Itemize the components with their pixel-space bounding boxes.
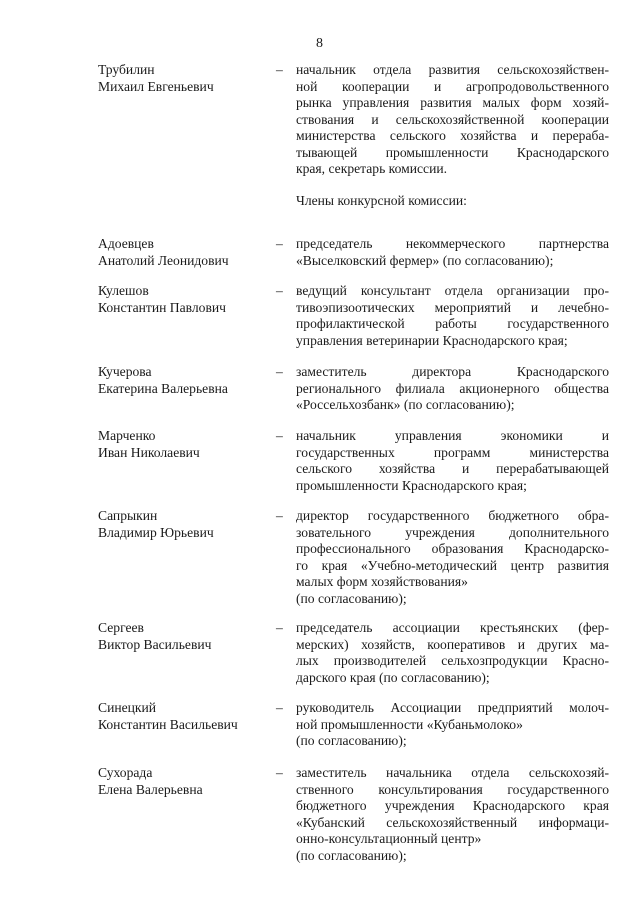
person-surname: Кулешов <box>98 283 149 298</box>
role-line: начальник отдела развития сельскохозяйствен- <box>296 62 609 77</box>
role-line: (по согласованию); <box>296 733 407 748</box>
person-role <box>296 620 609 686</box>
person-surname: Сухорада <box>98 765 153 780</box>
person-role <box>296 62 609 178</box>
person-name <box>98 508 273 541</box>
person-surname: Трубилин <box>98 62 155 77</box>
dash-separator: – <box>276 364 283 379</box>
role-line: онно-консультационный центр» <box>296 831 482 846</box>
dash-separator: – <box>276 236 283 251</box>
role-line: рынка управления развития малых форм хозяй- <box>296 95 609 110</box>
role-line: председатель ассоциации крестьянских (фер- <box>296 620 609 635</box>
role-line: «Кубанский сельскохозяйственный информаци- <box>296 814 609 830</box>
dash-separator: – <box>276 620 283 635</box>
person-role <box>296 508 609 607</box>
dash-separator: – <box>276 428 283 443</box>
person-given-names: Елена Валерьевна <box>98 781 203 797</box>
role-line: государственных программ министерства <box>296 444 609 460</box>
role-line: промышленности Краснодарского края; <box>296 477 527 493</box>
role-line: тывающей промышленности Краснодарского <box>296 144 609 160</box>
person-surname: Кучерова <box>98 364 152 379</box>
person-name <box>98 62 273 95</box>
dash-separator: – <box>276 62 283 77</box>
person-given-names: Иван Николаевич <box>98 444 200 460</box>
role-line: дарского края (по согласованию); <box>296 669 490 685</box>
person-name <box>98 620 273 653</box>
person-role <box>296 700 609 750</box>
role-line: лых производителей сельхозпродукции Красно- <box>296 653 609 668</box>
person-name <box>98 765 273 798</box>
person-given-names: Екатерина Валерьевна <box>98 380 228 396</box>
person-role <box>296 236 609 269</box>
person-name <box>98 700 273 733</box>
role-line: ствования и сельскохозяйственной кооперации <box>296 111 609 127</box>
person-name <box>98 236 273 269</box>
person-name <box>98 283 273 316</box>
role-line: мерских) хозяйств, кооперативов и других ма- <box>296 636 609 652</box>
person-role <box>296 765 609 864</box>
role-line: профилактической работы государственного <box>296 316 609 331</box>
role-line: ственного консультирования государственного <box>296 781 609 797</box>
person-role <box>296 428 609 494</box>
page-number: 8 <box>316 36 323 51</box>
role-line: малых форм хозяйствования» <box>296 574 468 589</box>
role-line: руководитель Ассоциации предприятий молоч- <box>296 700 609 715</box>
person-given-names: Константин Васильевич <box>98 716 238 732</box>
members-heading: Члены конкурсной комиссии: <box>296 193 467 208</box>
role-line: министерства сельского хозяйства и перераба- <box>296 128 609 143</box>
dash-separator: – <box>276 765 283 780</box>
role-line: директор государственного бюджетного обра- <box>296 508 609 523</box>
person-given-names: Виктор Васильевич <box>98 636 212 652</box>
role-line: ведущий консультант отдела организации про- <box>296 283 609 298</box>
person-surname: Сергеев <box>98 620 144 635</box>
role-line: (по согласованию); <box>296 847 407 863</box>
role-line: регионального филиала акционерного общества <box>296 380 609 396</box>
role-line: «Россельхозбанк» (по согласованию); <box>296 397 515 412</box>
person-surname: Сапрыкин <box>98 508 158 523</box>
person-role <box>296 364 609 414</box>
person-given-names: Константин Павлович <box>98 299 226 315</box>
role-line: тивоэпизоотических мероприятий и лечебно- <box>296 299 609 315</box>
role-line: края, секретарь комиссии. <box>296 161 448 176</box>
role-line: заместитель начальника отдела сельскохозяй- <box>296 765 609 780</box>
person-surname: Синецкий <box>98 700 157 715</box>
role-line: бюджетного учреждения Краснодарского края <box>296 798 609 813</box>
role-line: сельского хозяйства и перерабатывающей <box>296 461 609 476</box>
dash-separator: – <box>276 700 283 715</box>
role-line: председатель некоммерческого партнерства <box>296 236 609 251</box>
role-line: го края «Учебно-методический центр развития <box>296 557 609 573</box>
person-given-names: Владимир Юрьевич <box>98 524 214 540</box>
person-name <box>98 364 273 397</box>
role-line: заместитель директора Краснодарского <box>296 364 609 379</box>
role-line: начальник управления экономики и <box>296 428 609 443</box>
person-name <box>98 428 273 461</box>
dash-separator: – <box>276 283 283 298</box>
person-surname: Адоевцев <box>98 236 154 251</box>
role-line: профессионального образования Краснодарско- <box>296 541 609 556</box>
role-line: «Выселковский фермер» (по согласованию); <box>296 252 554 268</box>
role-line: ной промышленности «Кубаньмолоко» <box>296 716 523 732</box>
role-line: управления ветеринарии Краснодарского края; <box>296 332 568 348</box>
person-surname: Марченко <box>98 428 156 443</box>
person-role <box>296 283 609 349</box>
role-line: (по согласованию); <box>296 590 407 606</box>
role-line: зовательного учреждения дополнительного <box>296 524 609 540</box>
dash-separator: – <box>276 508 283 523</box>
role-line: ной кооперации и агропродовольственного <box>296 78 609 94</box>
person-given-names: Анатолий Леонидович <box>98 252 229 268</box>
person-given-names: Михаил Евгеньевич <box>98 78 214 94</box>
